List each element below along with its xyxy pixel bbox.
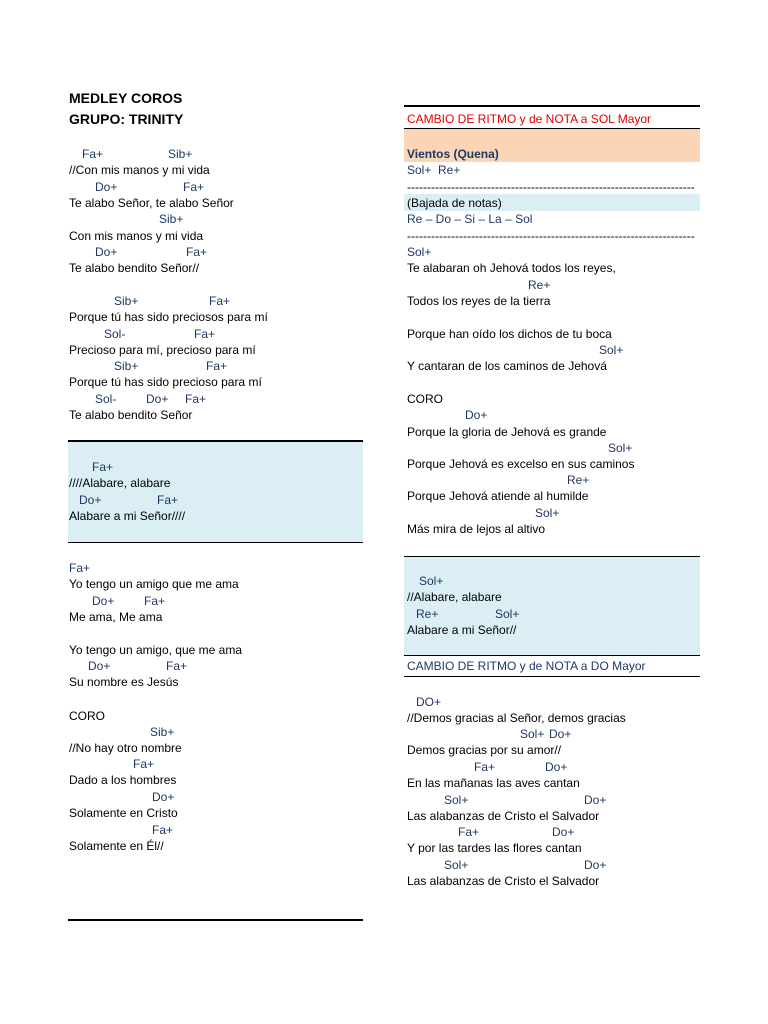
- chord-label: Do+: [79, 493, 102, 507]
- lyric-line: Porque han oído los dichos de tu boca: [407, 327, 612, 341]
- chord-label: Fa+: [194, 327, 216, 341]
- chord-label: Sib+: [150, 725, 175, 739]
- chord-label: Fa+: [206, 359, 228, 373]
- chord-label: Sol+: [535, 506, 560, 520]
- chord-label: Sol+ Re+: [407, 163, 461, 177]
- chord-label: Re+: [567, 473, 590, 487]
- chord-label: Fa+: [133, 757, 155, 771]
- chord-label: Re+: [528, 278, 551, 292]
- chord-label: Sib+: [168, 147, 193, 161]
- left-chorus-panel: [68, 441, 363, 542]
- right-chorus-bottom-rule: [404, 655, 700, 656]
- lyric-line: //Con mis manos y mi vida: [69, 163, 210, 177]
- group-name: GRUPO: TRINITY: [69, 111, 184, 127]
- lyric-line: Alabare a mi Señor//: [407, 623, 517, 637]
- chord-label: Do+: [552, 825, 575, 839]
- chord-label: Sol+: [444, 793, 469, 807]
- lyric-line: CORO: [69, 709, 105, 723]
- lyric-line: Te alabaran oh Jehová todos los reyes,: [407, 261, 616, 275]
- lyric-line: Demos gracias por su amor//: [407, 743, 562, 757]
- chord-label: Sol+: [599, 343, 624, 357]
- chord-label: Sol+: [495, 607, 520, 621]
- left-bottom-rule: [68, 919, 363, 921]
- right-chorus-panel: [404, 557, 700, 655]
- lyric-line: Las alabanzas de Cristo el Salvador: [407, 874, 600, 888]
- lyric-line: //Alabare, alabare: [407, 590, 502, 604]
- chord-label: Fa+: [69, 561, 91, 575]
- right-title2-underline: [404, 676, 700, 677]
- chord-label: Sib+: [159, 212, 184, 226]
- lyric-line: Más mira de lejos al altivo: [407, 522, 546, 536]
- lyric-line: ------------------------------------------------------------------------: [407, 180, 695, 194]
- chord-label: Do+: [146, 392, 169, 406]
- chord-label: Do+: [584, 793, 607, 807]
- lyric-line: (Bajada de notas): [407, 196, 502, 210]
- chord-label: Fa+: [166, 659, 188, 673]
- document-title: MEDLEY COROS: [69, 90, 183, 106]
- chord-label: Sol+: [520, 727, 545, 741]
- chord-label: Do+: [549, 727, 572, 741]
- lyric-line: Las alabanzas de Cristo el Salvador: [407, 809, 600, 823]
- lyric-line: Porque Jehová atiende al humilde: [407, 489, 589, 503]
- chord-label: Sol+: [407, 245, 432, 259]
- chord-label: Sol-: [104, 327, 126, 341]
- lyric-line: ////Alabare, alabare: [69, 476, 171, 490]
- chord-label: Fa+: [209, 294, 231, 308]
- lyric-line: Alabare a mi Señor////: [69, 509, 186, 523]
- lyric-line: Y por las tardes las flores cantan: [407, 841, 582, 855]
- chord-label: Sol+: [608, 441, 633, 455]
- left-chorus-top-rule: [68, 440, 363, 442]
- chord-label: Fa+: [186, 245, 208, 259]
- lyric-line: Su nombre es Jesús: [69, 675, 179, 689]
- chord-label: Sol+: [444, 858, 469, 872]
- lyric-line: Solamente en Cristo: [69, 806, 178, 820]
- chord-label: Do+: [88, 659, 111, 673]
- chord-label: Fa+: [185, 392, 207, 406]
- lyric-line: Y cantaran de los caminos de Jehová: [407, 359, 607, 373]
- lyric-line: Dado a los hombres: [69, 773, 177, 787]
- right-top-rule: [404, 105, 700, 107]
- chord-label: Fa+: [144, 594, 166, 608]
- lyric-line: Yo tengo un amigo, que me ama: [69, 643, 243, 657]
- lyric-line: Porque tú has sido precioso para mí: [69, 375, 262, 389]
- chord-label: Do+: [584, 858, 607, 872]
- lyric-line: Con mis manos y mi vida: [69, 229, 204, 243]
- chord-label: Sol-: [95, 392, 117, 406]
- vientos-label: Vientos (Quena): [407, 147, 499, 161]
- chord-label: Fa+: [152, 823, 174, 837]
- lyric-line: En las mañanas las aves cantan: [407, 776, 580, 790]
- lyric-line: Porque la gloria de Jehová es grande: [407, 425, 607, 439]
- section-title-sol-mayor: CAMBIO DE RITMO y de NOTA a SOL Mayor: [407, 112, 652, 126]
- chord-label: Sib+: [114, 359, 139, 373]
- chord-label: Fa+: [474, 760, 496, 774]
- lyric-line: Precioso para mí, precioso para mí: [69, 343, 256, 357]
- lyric-line: //No hay otro nombre: [69, 741, 182, 755]
- chord-label: Re – Do – Si – La – Sol: [407, 212, 533, 226]
- chord-label: Do+: [95, 245, 118, 259]
- chord-label: Do+: [545, 760, 568, 774]
- chord-label: DO+: [416, 695, 442, 709]
- chord-label: Do+: [465, 408, 488, 422]
- chord-label: Do+: [95, 180, 118, 194]
- lyric-line: Todos los reyes de la tierra: [407, 294, 551, 308]
- chord-label: Fa+: [458, 825, 480, 839]
- lyric-line: Porque Jehová es excelso en sus caminos: [407, 457, 635, 471]
- lyric-line: Te alabo bendito Señor//: [69, 261, 200, 275]
- chord-label: Sol+: [419, 574, 444, 588]
- lyric-line: Solamente en Él//: [69, 839, 164, 853]
- chord-label: Fa+: [157, 493, 179, 507]
- chord-label: Fa+: [92, 460, 114, 474]
- chord-label: Fa+: [183, 180, 205, 194]
- lyric-line: Yo tengo un amigo que me ama: [69, 577, 239, 591]
- chord-label: Sib+: [114, 294, 139, 308]
- lyric-line: Te alabo Señor, te alabo Señor: [69, 196, 234, 210]
- left-chorus-bottom-rule: [68, 542, 363, 543]
- lyric-line: Porque tú has sido preciosos para mí: [69, 310, 268, 324]
- chord-label: Fa+: [82, 147, 104, 161]
- lyric-line: Me ama, Me ama: [69, 610, 163, 624]
- section-title-do-mayor: CAMBIO DE RITMO y de NOTA a DO Mayor: [407, 659, 646, 673]
- chord-label: Do+: [152, 790, 175, 804]
- chord-label: Do+: [92, 594, 115, 608]
- lyric-line: //Demos gracias al Señor, demos gracias: [407, 711, 626, 725]
- lyric-line: ------------------------------------------------------------------------: [407, 229, 695, 243]
- right-chorus-top-rule: [404, 556, 700, 557]
- lyric-line: CORO: [407, 392, 443, 406]
- chord-label: Re+: [416, 607, 439, 621]
- lyric-line: Te alabo bendito Señor: [69, 408, 193, 422]
